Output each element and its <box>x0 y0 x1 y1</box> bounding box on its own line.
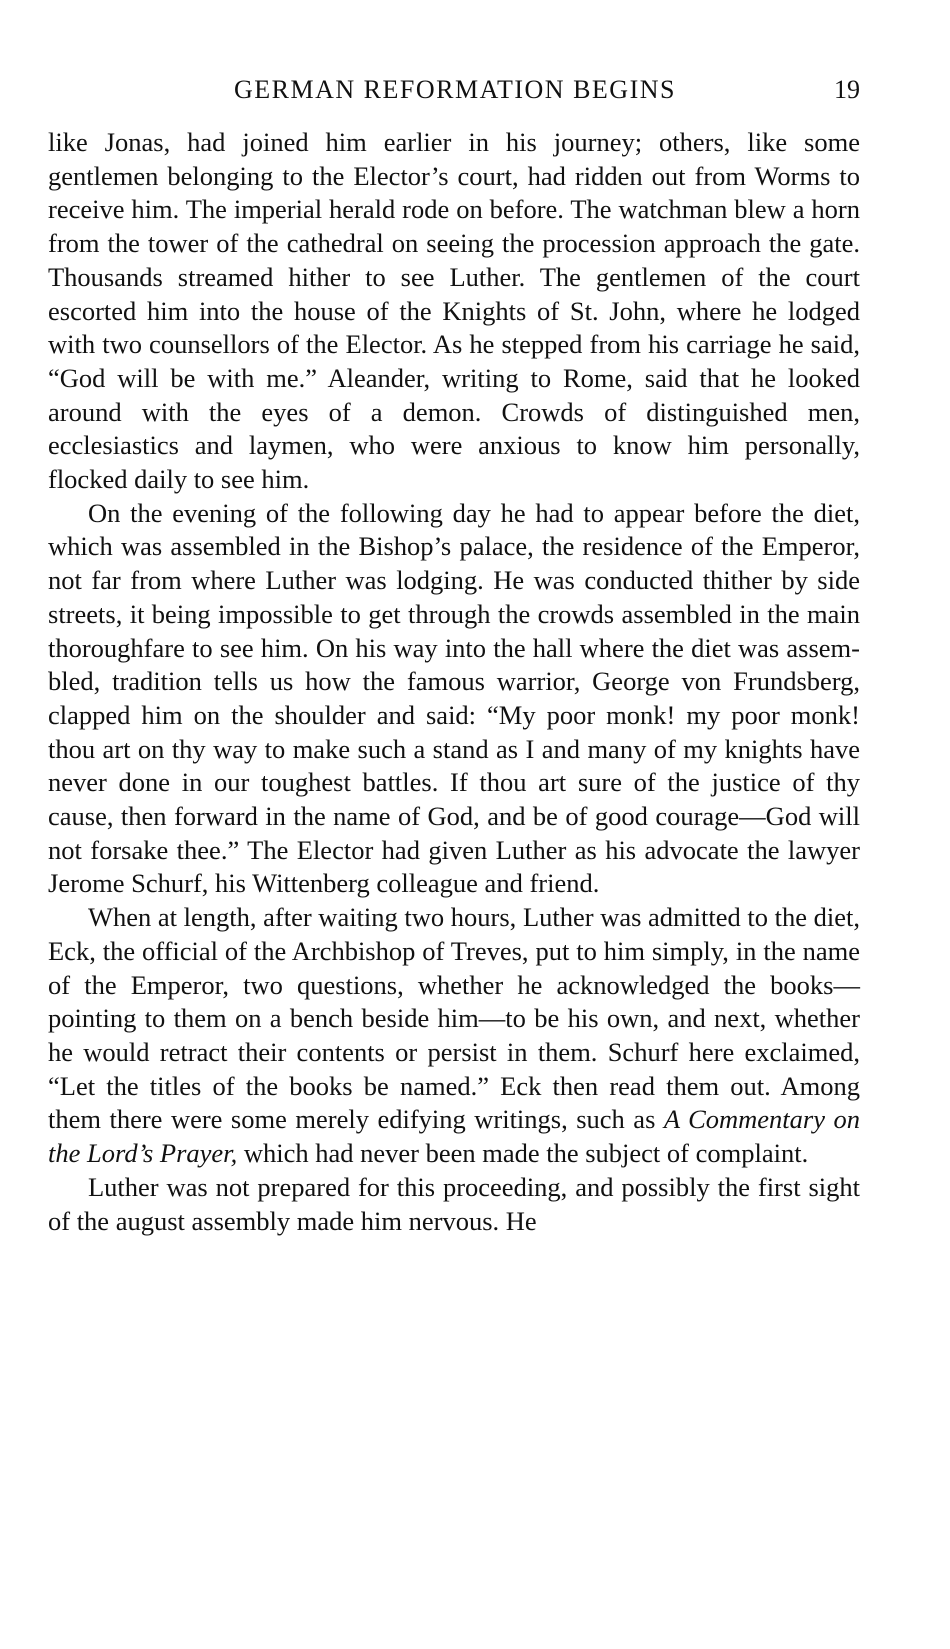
paragraph-1: like Jonas, had joined him earlier in his journey; others, like some gentlemen belonging to the Elector’s court, had ridden out from Worms to receive him. The imperial herald rode on before. The watchman blew a horn from the tower of the cathedral on seeing the procession approach the gate. Thousands streamed hither to see Luther. The gentlemen of the court escorted him into the house of the Knights of St. John, where he lodged with two counsellors of the Elector. As he stepped from his carriage he said, “God will be with me.” Aleander, writing to Rome, said that he looked around with the eyes of a demon. Crowds of distinguished men, ecclesiastics and laymen, who were anxious to know him personally, flocked daily to see him. <box>48 127 860 495</box>
body-text <box>48 126 860 1238</box>
paragraph-3-text-after: which had never been made the subject of complaint. <box>237 1138 809 1169</box>
page-number: 19 <box>834 75 860 104</box>
paragraph-3 <box>48 901 860 1171</box>
paragraph-3-text-before: When at length, after waiting two hours, Luther was admitted to the diet, Eck, the official of the Archbishop of Treves, put to him simply, in the name of the Emperor, two questions, whether he acknowledged the books—pointing to them on a bench beside him—to be his own, and next, whether he would retract their contents or persist in them. Schurf here exclaimed, “Let the titles of the books be named.” Eck then read them out. Among them there were some merely edifying writings, such as <box>48 902 860 1135</box>
running-head <box>50 72 860 112</box>
paragraph-4: Luther was not prepared for this proceeding, and possibly the first sight of the august assembly made him nervous. He <box>48 1171 860 1236</box>
paragraph-2: On the evening of the following day he had to appear before the diet, which was assembled in the Bishop’s palace, the residence of the Emperor, not far from where Luther was lodging. He was conducted thither by side streets, it being impossible to get through the crowds assembled in the main thoroughfare to see him. On his way into the hall where the diet was assembled, tradition tells us how the famous warrior, George von Frundsberg, clapped him on the shoulder and said: “My poor monk! my poor monk! thou art on thy way to make such a stand as I and many of my knights have never done in our toughest battles. If thou art sure of the justice of thy cause, then forward in the name of God, and be of good courage—God will not forsake thee.” The Elector had given Luther as his advocate the lawyer Jerome Schurf, his Wittenberg colleague and friend. <box>48 497 860 899</box>
running-title: GERMAN REFORMATION BEGINS <box>234 75 676 104</box>
book-title-italic: A Commentary on the Lord’s Prayer, <box>48 1104 860 1169</box>
